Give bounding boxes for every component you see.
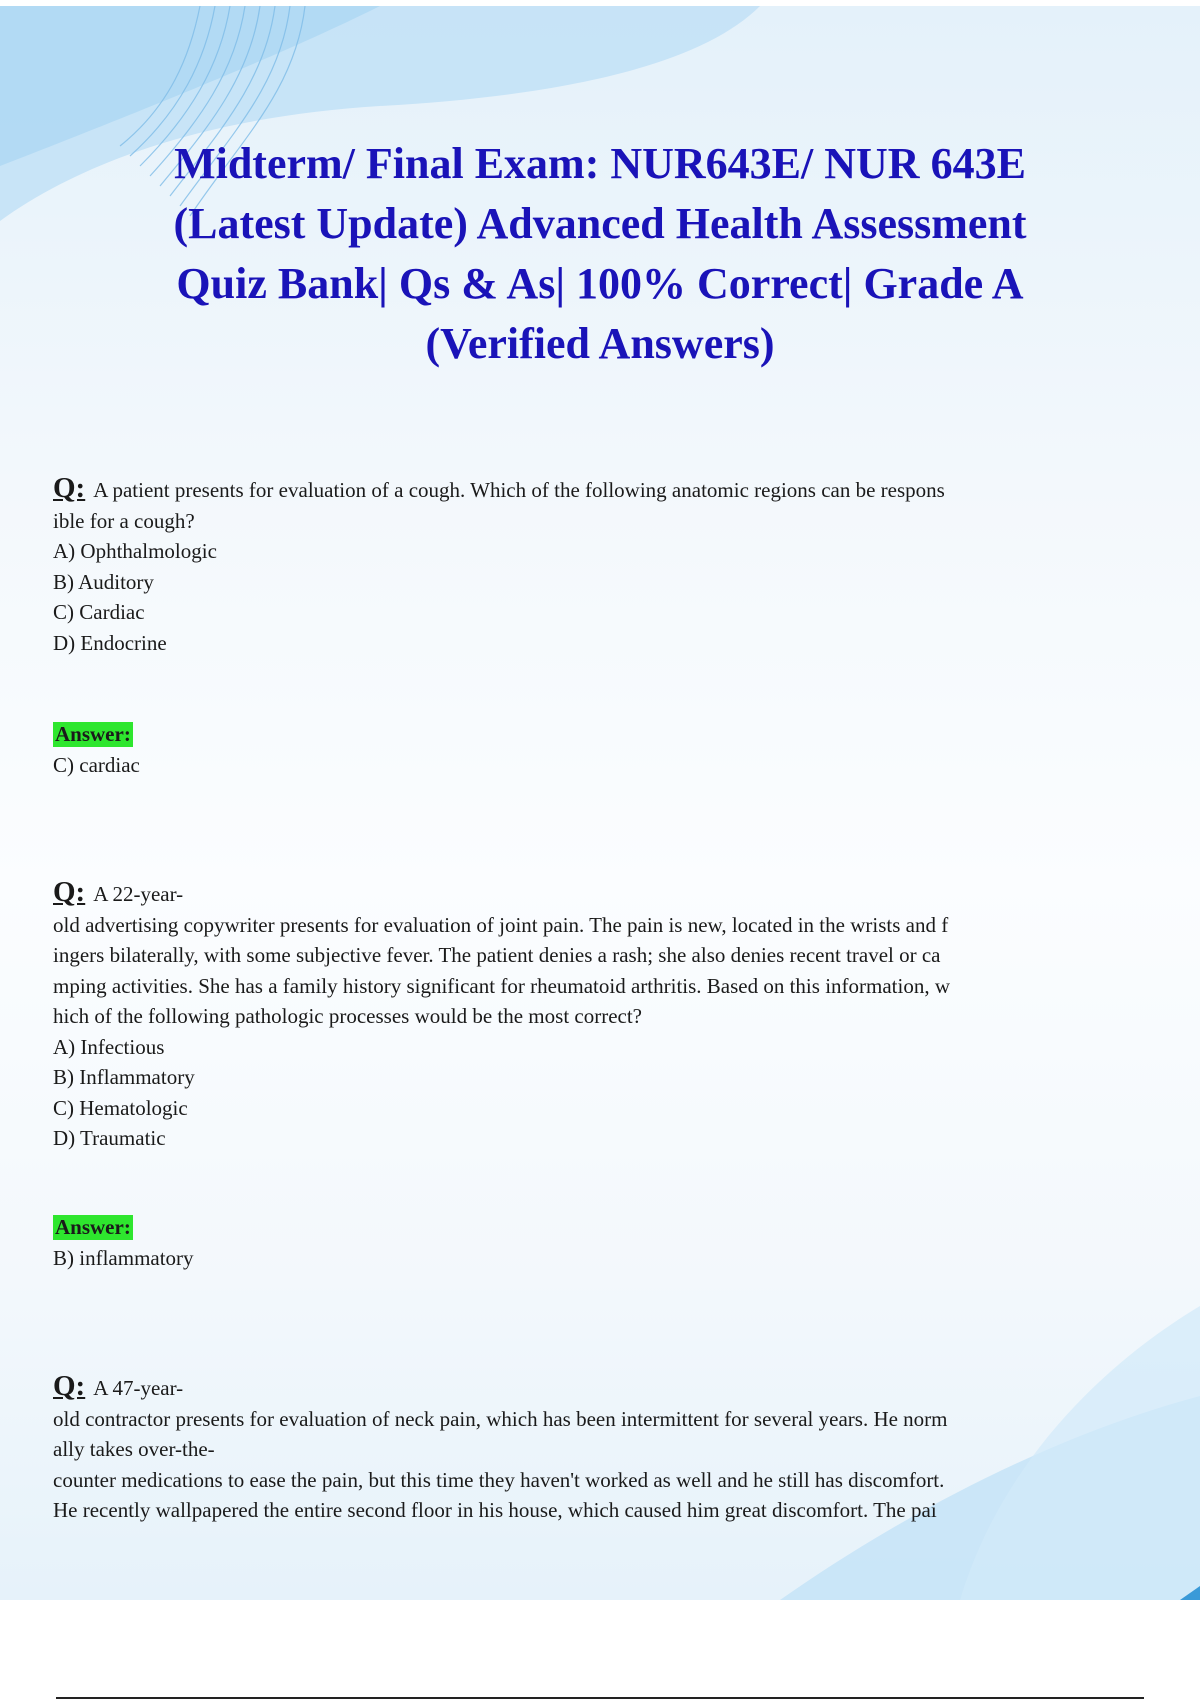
question-text: Q: A 22-year- — [53, 876, 184, 908]
document-title — [60, 134, 1140, 374]
question-label: Q: — [53, 1370, 86, 1402]
question-text: ingers bilaterally, with some subjective fever. The patient denies a rash; she also denies recent travel or ca — [53, 943, 941, 967]
question-text: hich of the following pathologic processes would be the most correct? — [53, 1004, 643, 1028]
title-line: Midterm/ Final Exam: NUR643E/ NUR 643E — [174, 139, 1026, 188]
question-block — [53, 473, 1123, 658]
answer-text: C) cardiac — [53, 752, 140, 777]
answer-block — [53, 719, 1123, 780]
question-label: Q: — [53, 472, 86, 504]
question-text: ible for a cough? — [53, 508, 195, 533]
title-line: (Verified Answers) — [425, 319, 775, 368]
question-block — [53, 877, 1123, 1154]
answer-option: B) Inflammatory — [53, 1065, 195, 1089]
question-block — [53, 1371, 1123, 1526]
answer-block — [53, 1212, 1123, 1273]
answer-option: A) Ophthalmologic — [53, 539, 217, 563]
answer-option: D) Traumatic — [53, 1126, 166, 1150]
question-text: ally takes over-the- — [53, 1437, 215, 1461]
page-divider — [56, 1697, 1144, 1699]
answer-option: B) Auditory — [53, 569, 154, 594]
answer-option: A) Infectious — [53, 1034, 165, 1059]
answer-label: Answer: — [55, 1215, 131, 1239]
answer-option: D) Endocrine — [53, 630, 167, 655]
question-text: He recently wallpapered the entire second floor in his house, which caused him great discomfort. The pai — [53, 1498, 937, 1522]
question-text: mping activities. She has a family history significant for rheumatoid arthritis. Based on this information, w — [53, 973, 951, 998]
answer-label: Answer: — [55, 722, 131, 746]
title-line: (Latest Update) Advanced Health Assessment — [173, 199, 1027, 248]
title-line: Quiz Bank| Qs & As| 100% Correct| Grade A — [176, 259, 1024, 308]
answer-option: C) Cardiac — [53, 600, 145, 624]
question-text: Q: A patient presents for evaluation of a cough. Which of the following anatomic regions can be respons — [53, 472, 945, 504]
question-text: Q: A 47-year- — [53, 1370, 184, 1402]
question-label: Q: — [53, 876, 86, 908]
question-text: counter medications to ease the pain, but this time they haven't worked as well and he still has discomfort. — [53, 1467, 945, 1492]
answer-text: B) inflammatory — [53, 1245, 194, 1270]
question-text: old advertising copywriter presents for evaluation of joint pain. The pain is new, located in the wrists and f — [53, 912, 949, 937]
question-text: old contractor presents for evaluation of neck pain, which has been intermittent for several years. He norm — [53, 1406, 948, 1431]
document-page — [0, 6, 1200, 1600]
answer-option: C) Hematologic — [53, 1095, 188, 1120]
